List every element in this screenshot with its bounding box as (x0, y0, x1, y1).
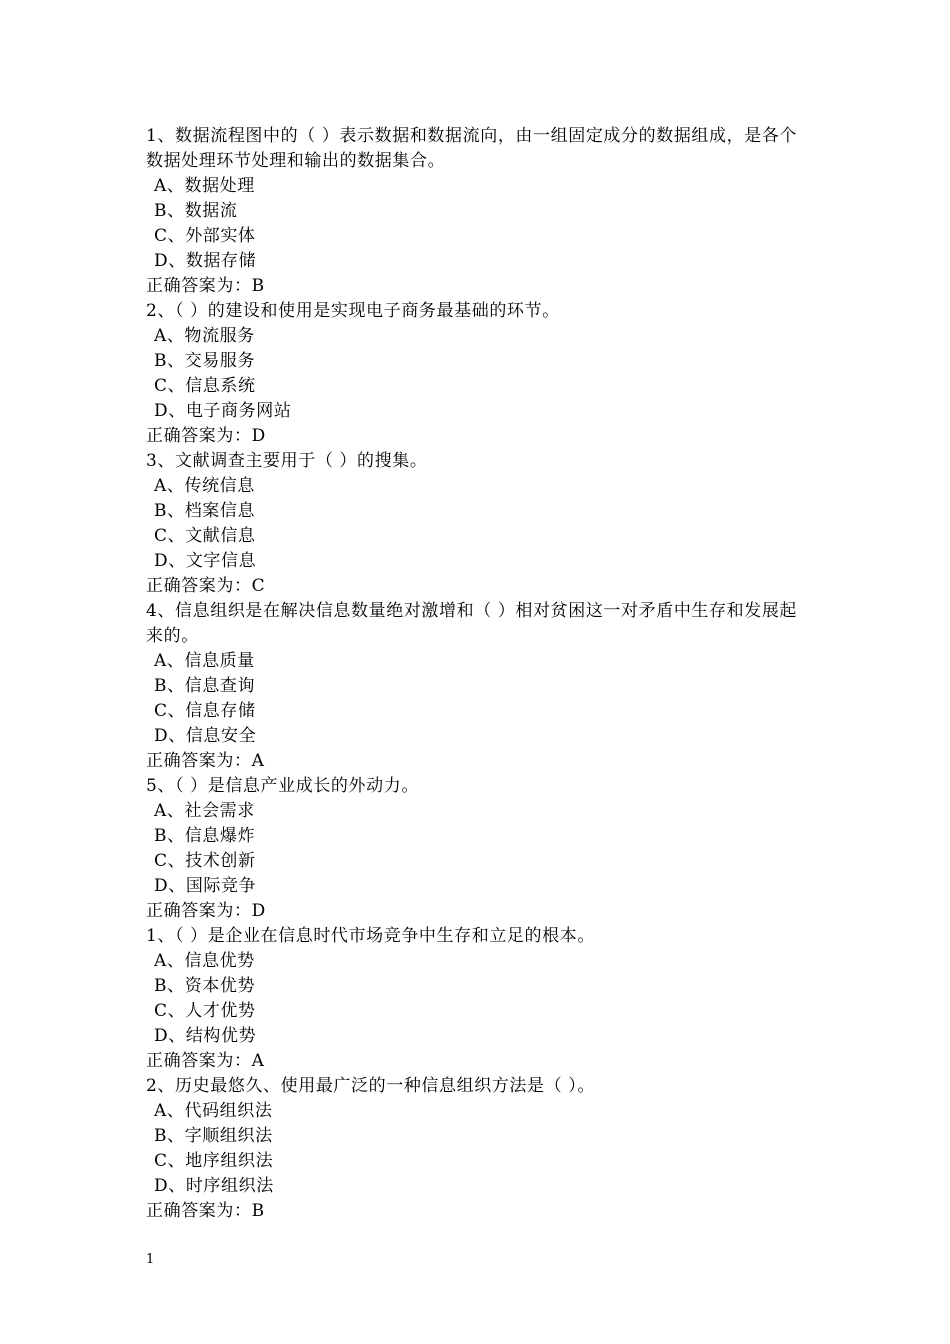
question-stem: 1、（ ）是企业在信息时代市场竞争中生存和立足的根本。 (146, 926, 595, 946)
question-block (146, 599, 814, 774)
option-a: A、物流服务 (154, 326, 255, 346)
question-block (146, 299, 814, 449)
question-stem: 4、信息组织是在解决信息数量绝对激增和（ ）相对贫困这一对矛盾中生存和发展起来的。 (146, 601, 798, 646)
correct-answer: 正确答案为：A (146, 1051, 265, 1071)
option-c: C、人才优势 (154, 1001, 256, 1021)
option-d: D、信息安全 (154, 726, 257, 746)
correct-answer: 正确答案为：A (146, 751, 265, 771)
correct-answer: 正确答案为：D (146, 901, 266, 921)
question-stem: 1、数据流程图中的（ ）表示数据和数据流向，由一组固定成分的数据组成，是各个数据处理环节处理和输出的数据集合。 (146, 126, 798, 171)
option-c: C、信息系统 (154, 376, 256, 396)
option-a: A、代码组织法 (154, 1101, 273, 1121)
option-d: D、结构优势 (154, 1026, 257, 1046)
option-a: A、社会需求 (154, 801, 255, 821)
question-stem: 2、历史最悠久、使用最广泛的一种信息组织方法是（ ）。 (146, 1076, 595, 1096)
correct-answer: 正确答案为：B (146, 1201, 265, 1221)
option-c: C、信息存储 (154, 701, 256, 721)
option-d: D、数据存储 (154, 251, 257, 271)
page-number: 1 (146, 1252, 155, 1267)
correct-answer: 正确答案为：B (146, 276, 265, 296)
option-b: B、档案信息 (154, 501, 256, 521)
option-b: B、信息爆炸 (154, 826, 256, 846)
question-block (146, 1074, 814, 1224)
option-b: B、数据流 (154, 201, 238, 221)
question-stem: 2、（ ）的建设和使用是实现电子商务最基础的环节。 (146, 301, 560, 321)
question-block (146, 124, 814, 299)
question-stem: 3、文献调查主要用于（ ）的搜集。 (146, 451, 428, 471)
correct-answer: 正确答案为：D (146, 426, 266, 446)
option-b: B、交易服务 (154, 351, 256, 371)
option-c: C、文献信息 (154, 526, 256, 546)
option-a: A、信息优势 (154, 951, 255, 971)
option-d: D、时序组织法 (154, 1176, 274, 1196)
question-block (146, 774, 814, 924)
option-c: C、地序组织法 (154, 1151, 274, 1171)
option-a: A、信息质量 (154, 651, 255, 671)
correct-answer: 正确答案为：C (146, 576, 266, 596)
option-b: B、资本优势 (154, 976, 256, 996)
option-d: D、电子商务网站 (154, 401, 292, 421)
question-block (146, 449, 814, 599)
option-d: D、文字信息 (154, 551, 257, 571)
question-stem: 5、（ ）是信息产业成长的外动力。 (146, 776, 419, 796)
option-c: C、技术创新 (154, 851, 256, 871)
option-d: D、国际竞争 (154, 876, 257, 896)
option-a: A、传统信息 (154, 476, 255, 496)
option-a: A、数据处理 (154, 176, 255, 196)
option-b: B、信息查询 (154, 676, 256, 696)
option-c: C、外部实体 (154, 226, 256, 246)
question-block (146, 924, 814, 1074)
question-list (146, 124, 814, 1224)
option-b: B、字顺组织法 (154, 1126, 273, 1146)
